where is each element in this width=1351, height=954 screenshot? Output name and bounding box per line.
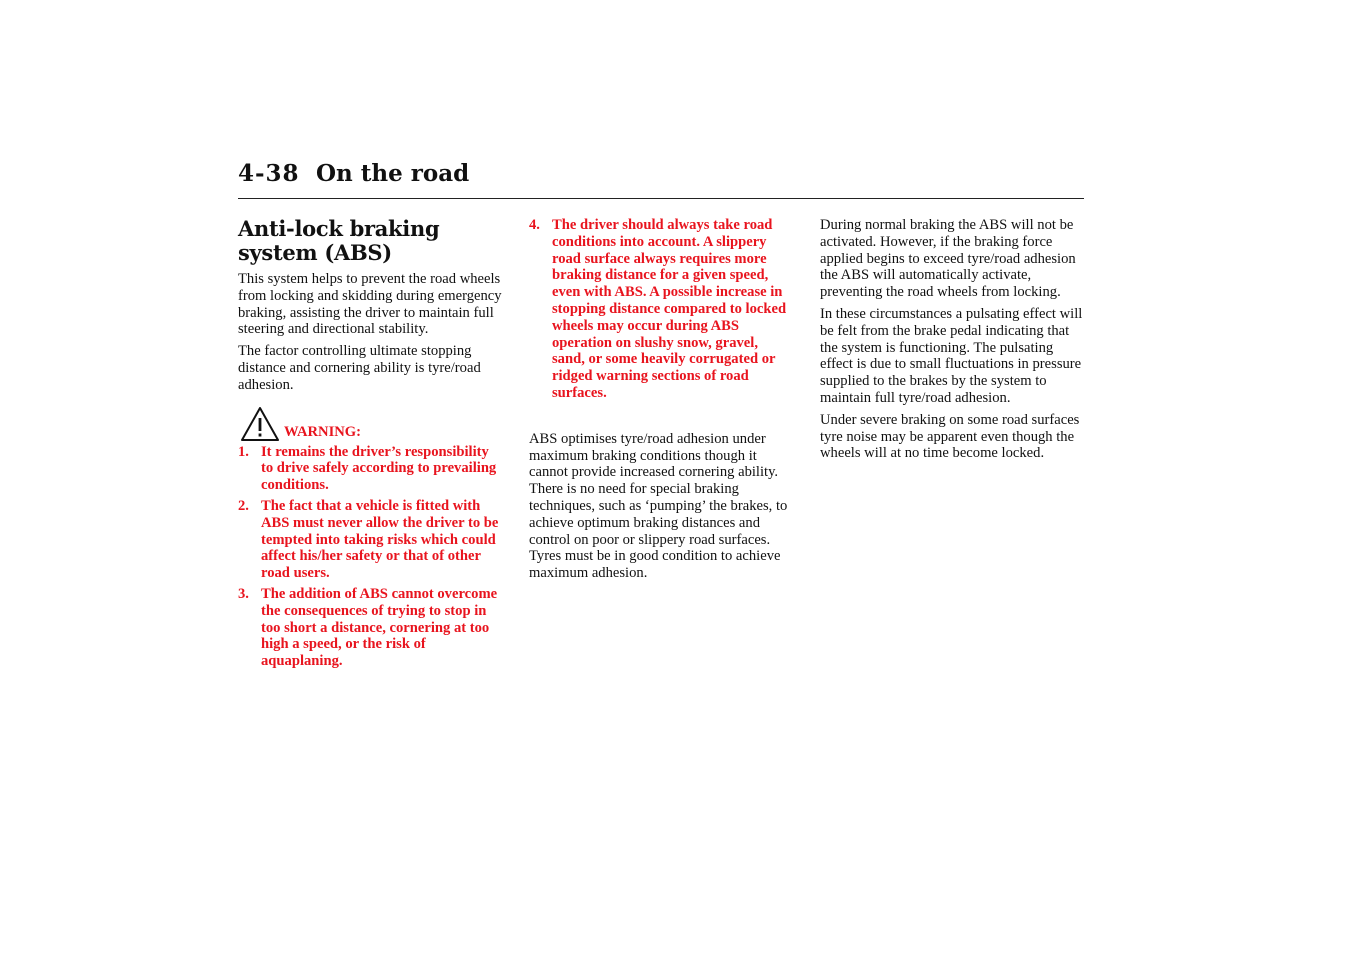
warning-item-text: The fact that a vehicle is fitted with ABS must never allow the driver to be tempted into taking risks which could affect his/her safety or that of other road users. — [261, 497, 499, 582]
warning-item-text: It remains the driver’s responsibility to drive safely according to prevailing conditions. — [261, 443, 497, 494]
warning-label: WARNING: — [284, 423, 362, 440]
warning-list-continued — [529, 217, 794, 402]
section-title — [238, 217, 503, 265]
column-right — [820, 217, 1085, 467]
tyre-noise-paragraph: Under severe braking on some road surfaces tyre noise may be apparent even though the wheels will at no time become locked. — [820, 411, 1080, 462]
warning-item — [238, 444, 503, 494]
warning-item-number: 2. — [238, 497, 249, 514]
warning-item — [238, 498, 503, 582]
warning-item — [529, 217, 794, 402]
adhesion-paragraph: The factor controlling ultimate stopping distance and cornering ability is tyre/road adhesion. — [238, 343, 481, 393]
section-title-line2: system (ABS) — [238, 240, 392, 265]
warning-item-number: 3. — [238, 585, 249, 602]
warning-list — [238, 444, 503, 670]
spacer — [529, 406, 794, 431]
column-middle — [529, 217, 794, 587]
warning-item-number: 4. — [529, 217, 540, 233]
warning-header — [238, 410, 503, 442]
column-left — [238, 217, 503, 674]
pulsating-effect-paragraph: In these circumstances a pulsating effect will be felt from the brake pedal indicating that the system is functioning. The pulsating effect is due to small fluctuations in pressure supplied to the brakes by the system to maintain full tyre/road adhesion. — [820, 305, 1083, 406]
page-header — [238, 158, 1084, 199]
chapter-title: On the road — [316, 160, 470, 187]
intro-paragraph: This system helps to prevent the road wheels from locking and skidding during emergency braking, assisting the driver to maintain full steering and directional stability. — [238, 271, 502, 338]
abs-optimises-paragraph: ABS optimises tyre/road adhesion under maximum braking conditions though it cannot provide increased cornering ability. There is no need for special braking techniques, such as ‘pumping’ the brakes, to achieve optimum braking distances and control on poor or slippery road surfaces. Tyres must be in good condition to achieve maximum adhesion. — [529, 430, 788, 582]
warning-item — [238, 586, 503, 670]
normal-braking-paragraph: During normal braking the ABS will not be activated. However, if the braking force applied begins to exceed tyre/road adhesion the ABS will automatically activate, preventing the road wheels from locking. — [820, 217, 1076, 301]
warning-item-text: The addition of ABS cannot overcome the consequences of trying to stop in too short a distance, cornering at too high a speed, or the risk of aquaplaning. — [261, 585, 498, 670]
warning-triangle-icon — [240, 406, 280, 442]
warning-item-text: The driver should always take road conditions into account. A slippery road surface always requires more braking distance for a given speed, even with ABS. A possible increase in stopping distance compared to locked wheels may occur during ABS operation on slushy snow, gravel, sand, or some heavily corrugated or ridged warning sections of road surfaces. — [552, 217, 787, 401]
section-title-line1: Anti-lock braking — [238, 216, 440, 241]
warning-item-number: 1. — [238, 443, 249, 460]
page-number: 4-38 — [238, 160, 300, 187]
